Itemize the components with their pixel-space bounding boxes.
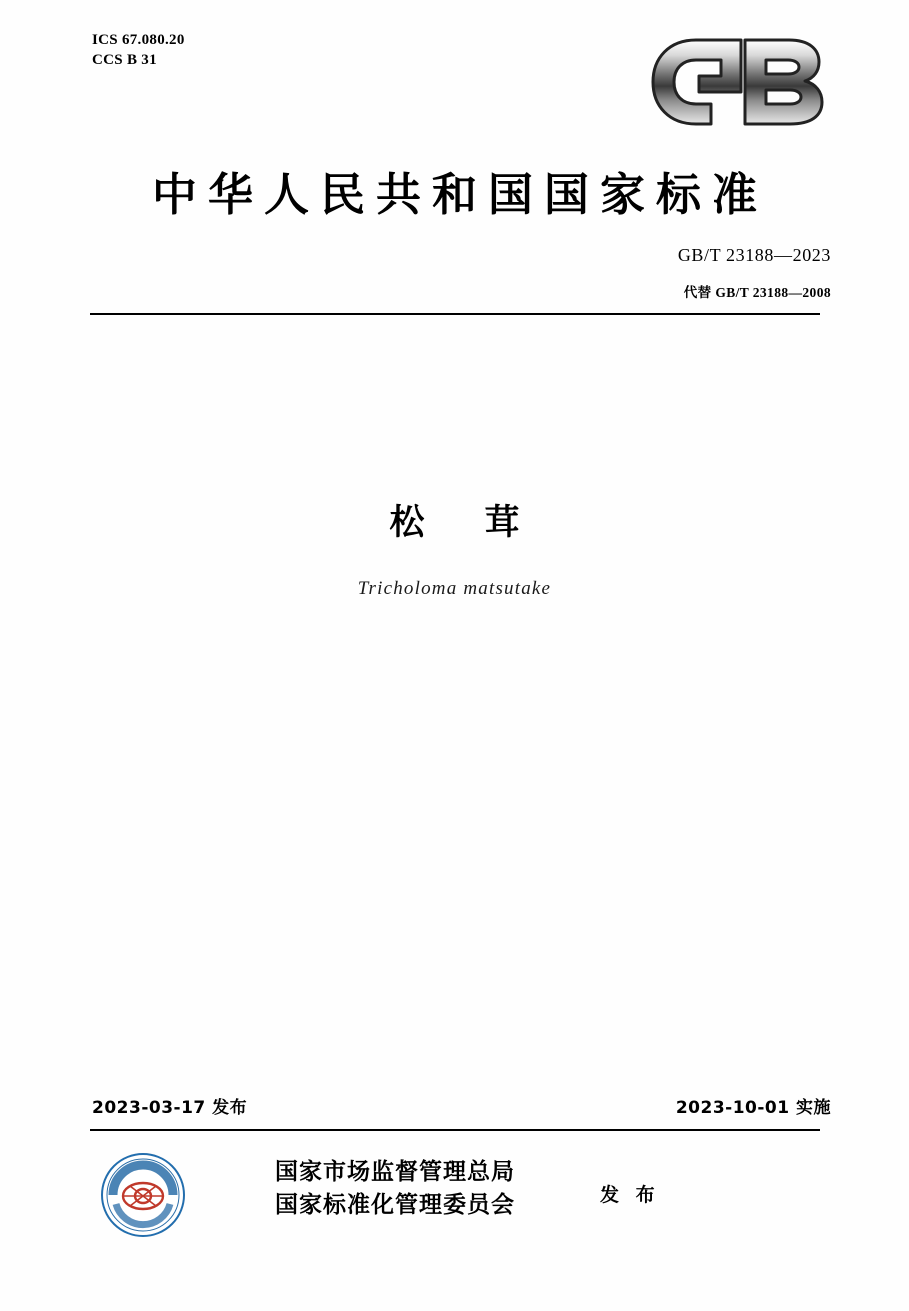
ccs-code: CCS B 31 [92, 52, 157, 69]
issue-verb: 发 布 [600, 1184, 660, 1206]
replaced-standard: 代替 GB/T 23188—2008 [683, 285, 831, 300]
gb-logo-icon [649, 36, 831, 128]
classification-codes [92, 30, 185, 71]
standard-number: GB/T 23188—2023 [677, 245, 831, 265]
issuing-authority [275, 1156, 515, 1221]
page-title: 中华人民共和国国家标准 [151, 168, 768, 221]
ics-code: ICS 67.080.20 [92, 32, 185, 48]
issuer-line-1: 国家市场监督管理总局 [275, 1158, 515, 1185]
issue-date: 2023-03-17 发布 [92, 1098, 248, 1118]
subject-title-cn: 松茸 [389, 502, 580, 543]
issuer-line-2: 国家标准化管理委员会 [275, 1190, 515, 1218]
implementation-date: 2023-10-01 实施 [675, 1098, 831, 1118]
subject-title-latin: Tricholoma matsutake [357, 578, 552, 599]
header-divider [90, 313, 820, 315]
administration-seal-icon [100, 1152, 186, 1238]
footer-divider [90, 1129, 820, 1131]
